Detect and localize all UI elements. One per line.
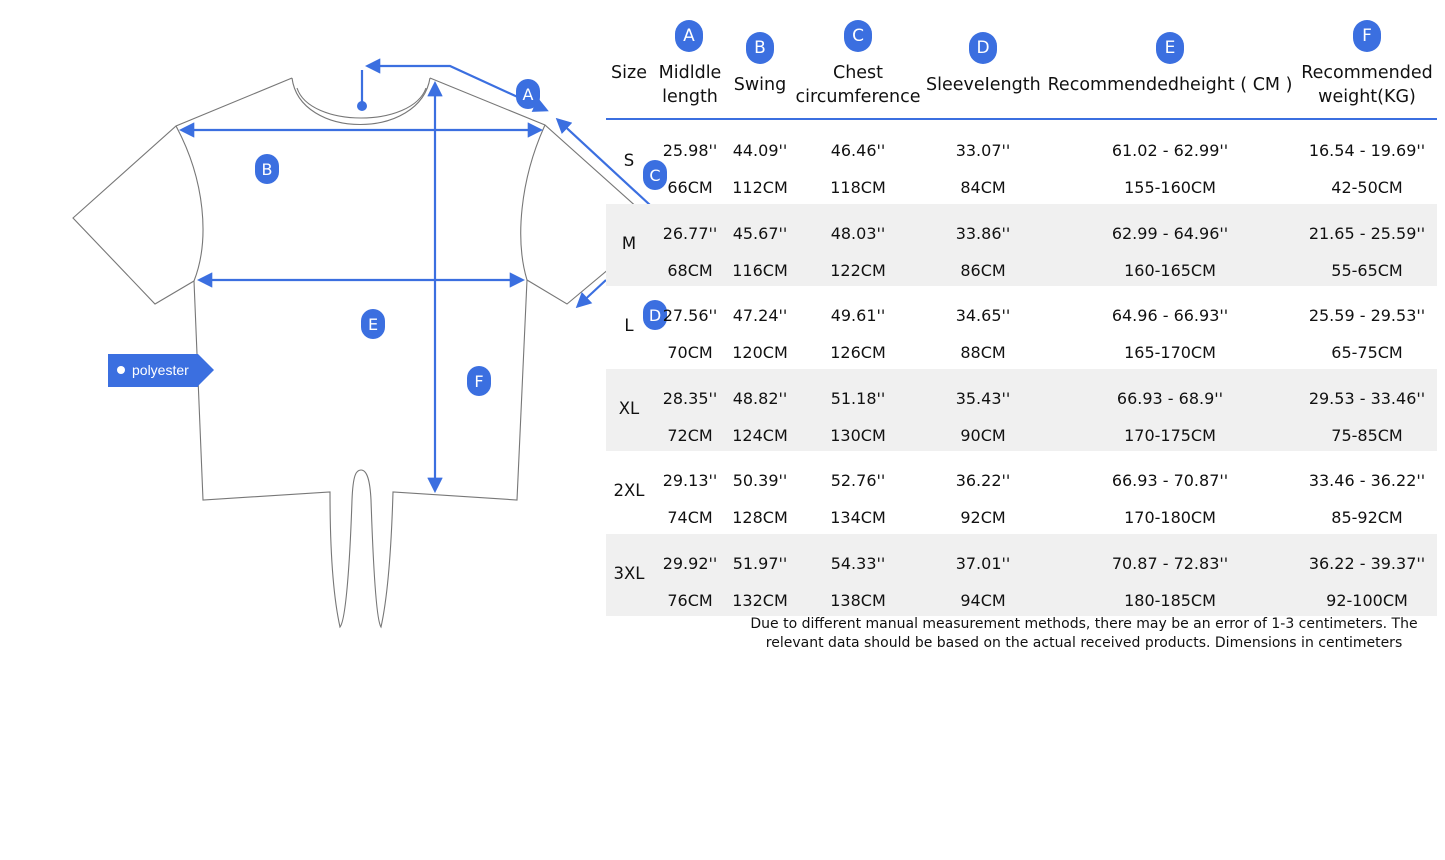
table-cell-inch: 54.33'' [830,553,886,573]
neck-point [357,101,367,111]
table-cell-cm: 68CM [667,260,713,280]
table-cell-cm: 170-175CM [1124,425,1216,445]
table-cell-inch: 66.93 - 70.87'' [1111,471,1229,490]
table-cell-inch: 25.98'' [662,141,718,160]
header-size: Size [611,63,647,83]
table-cell-cm: 92CM [960,508,1006,527]
table-cell-cm: 92-100CM [1326,590,1408,610]
table-cell-cm: 85-92CM [1331,508,1403,527]
size-label: L [624,316,634,335]
material-tag [108,354,198,387]
header-recommended-weight: Recommended weight(KG) [1301,63,1433,107]
table-cell-cm: 138CM [830,590,886,610]
table-cell-cm: 180-185CM [1124,590,1216,610]
table-cell-inch: 37.01'' [955,553,1011,573]
table-cell-inch: 66.93 - 68.9'' [1116,388,1224,408]
header-badge-b: B [746,32,774,64]
table-cell-inch: 16.54 - 19.69'' [1308,141,1426,160]
table-cell-inch: 35.43'' [955,388,1011,408]
table-cell-inch: 29.92'' [662,553,718,573]
table-cell-cm: 75-85CM [1331,425,1403,445]
table-cell-cm: 170-180CM [1124,508,1216,527]
table-cell-inch: 49.61'' [830,306,886,325]
table-cell-inch: 26.77'' [662,223,718,243]
svg-text:F: F [474,372,484,391]
table-cell-cm: 132CM [732,590,788,610]
table-cell-cm: 165-170CM [1124,343,1216,362]
table-cell-inch: 48.03'' [830,223,886,243]
size-label: M [621,233,637,253]
table-cell-inch: 33.86'' [955,223,1011,243]
table-cell-inch: 50.39'' [732,471,788,490]
table-cell-cm: 90CM [960,425,1006,445]
table-cell-inch: 44.09'' [732,141,788,160]
header-swing: Swing [733,75,787,95]
table-cell-cm: 84CM [960,178,1006,197]
table-cell-inch: 36.22'' [955,471,1011,490]
table-cell-inch: 70.87 - 72.83'' [1111,553,1229,573]
marker-b [255,154,279,184]
measurement-lines [182,66,650,490]
table-cell-inch: 51.18'' [830,388,886,408]
table-cell-inch: 21.65 - 25.59'' [1308,223,1426,243]
table-cell-inch: 52.76'' [830,471,886,490]
table-cell-inch: 61.02 - 62.99'' [1111,141,1229,160]
measurement-note: Due to different manual measurement methods, there may be an error of 1-3 centimeters. The relevant data should be based on the actual received products. Dimensions in centimeters [750,616,1418,651]
table-cell-cm: 66CM [667,178,713,197]
table-cell-inch: 33.07'' [955,141,1011,160]
header-badge-f: F [1353,20,1381,52]
size-label: 2XL [613,481,645,500]
tshirt-outline [73,78,640,627]
table-cell-cm: 118CM [830,178,886,197]
header-badge-a: A [675,20,703,52]
table-cell-inch: 48.82'' [732,388,788,408]
table-cell-cm: 74CM [667,508,713,527]
marker-a [516,79,540,109]
table-cell-cm: 55-65CM [1331,260,1403,280]
header-badge-e: E [1156,32,1184,64]
table-cell-inch: 27.56'' [662,306,718,325]
table-cell-inch: 34.65'' [955,306,1011,325]
table-cell-inch: 64.96 - 66.93'' [1111,306,1229,325]
size-label: S [623,151,635,170]
table-cell-inch: 45.67'' [732,223,788,243]
table-cell-cm: 42-50CM [1331,178,1403,197]
table-cell-cm: 76CM [667,590,713,610]
table-cell-cm: 126CM [830,343,886,362]
header-sleeve-length: SleeveIength [926,75,1041,95]
table-cell-cm: 120CM [732,343,788,362]
table-cell-inch: 29.53 - 33.46'' [1308,388,1426,408]
svg-text:D: D [648,306,662,325]
marker-f [467,366,491,396]
header-recommended-height: Recommendedheight ( CM ) [1047,75,1293,95]
table-cell-cm: 112CM [732,178,788,197]
table-cell-cm: 122CM [830,260,886,280]
svg-text:A: A [522,85,534,104]
material-label: polyester [132,362,189,378]
table-cell-cm: 116CM [732,260,788,280]
table-cell-inch: 25.59 - 29.53'' [1308,306,1426,325]
table-cell-cm: 160-165CM [1124,260,1216,280]
table-cell-inch: 28.35'' [662,388,718,408]
header-middle-length: Midldle length [658,63,722,107]
table-cell-inch: 33.46 - 36.22'' [1308,471,1426,490]
table-cell-cm: 134CM [830,508,886,527]
table-cell-inch: 62.99 - 64.96'' [1111,223,1229,243]
table-cell-inch: 46.46'' [830,141,886,160]
table-cell-cm: 70CM [667,343,713,362]
header-badge-c: C [844,20,872,52]
table-cell-cm: 86CM [960,260,1006,280]
size-label: XL [618,398,640,418]
table-cell-inch: 29.13'' [662,471,718,490]
table-cell-cm: 155-160CM [1124,178,1216,197]
table-cell-cm: 88CM [960,343,1006,362]
table-cell-cm: 130CM [830,425,886,445]
svg-text:E: E [367,315,379,334]
marker-e [361,309,385,339]
size-label: 3XL [613,563,645,583]
svg-text:B: B [261,160,273,179]
table-cell-inch: 47.24'' [732,306,788,325]
header-badge-d: D [969,32,997,64]
table-cell-inch: 51.97'' [732,553,788,573]
header-chest-circumference: Chest circumference [795,63,921,107]
table-cell-inch: 36.22 - 39.37'' [1308,553,1426,573]
header-divider [606,118,1437,120]
table-cell-cm: 72CM [667,425,713,445]
svg-text:C: C [649,166,661,185]
table-cell-cm: 128CM [732,508,788,527]
table-cell-cm: 94CM [960,590,1006,610]
table-cell-cm: 65-75CM [1331,343,1403,362]
table-cell-cm: 124CM [732,425,788,445]
